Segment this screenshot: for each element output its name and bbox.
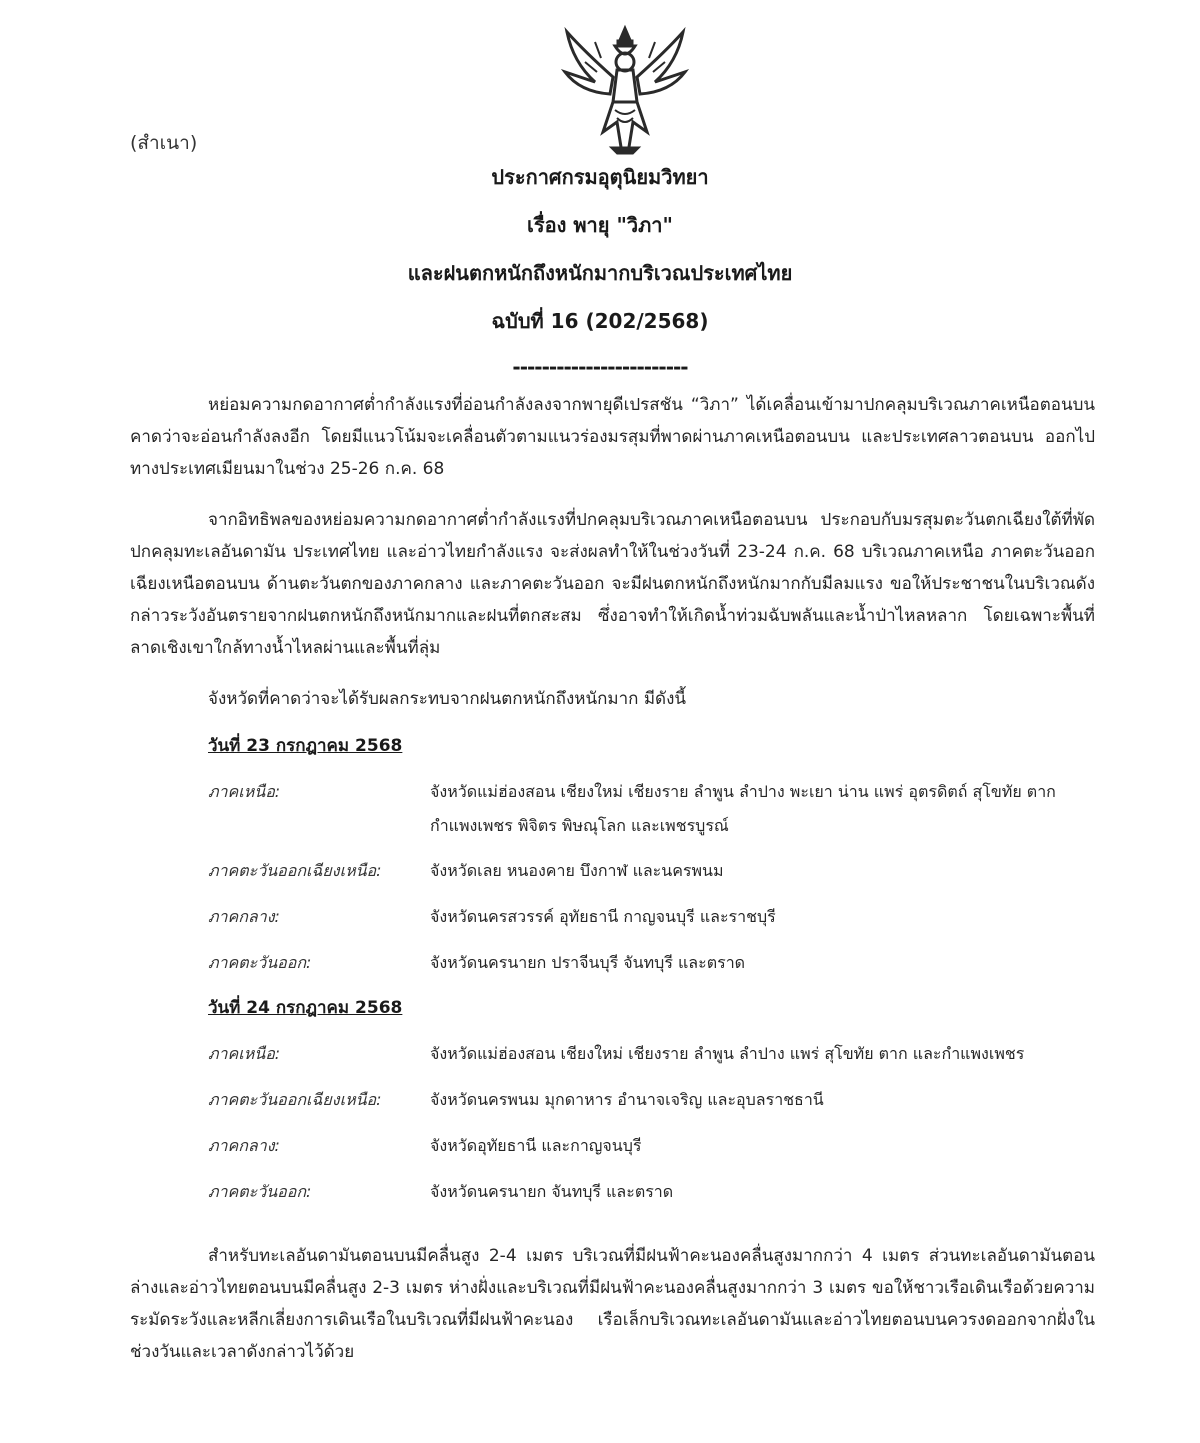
region-label: ภาคตะวันออกเฉียงเหนือ: (208, 861, 382, 880)
announcement-title: ประกาศกรมอุตุนิยมวิทยา (491, 165, 709, 189)
region-label: ภาคกลาง: (208, 907, 280, 926)
region-label: ภาคตะวันออก: (208, 1182, 312, 1201)
region-provinces: จังหวัดนครนายก จันทบุรี และตราด (430, 1182, 674, 1201)
title-divider: ------------------------ (512, 355, 688, 379)
day-heading-24: วันที่ 24 กรกฎาคม 2568 (208, 998, 403, 1018)
announcement-issue: ฉบับที่ 16 (202/2568) (491, 309, 709, 333)
region-provinces: จังหวัดเลย หนองคาย บึงกาฬ และนครพนม (430, 861, 724, 880)
region-provinces: จังหวัดแม่ฮ่องสอน เชียงใหม่ เชียงราย ลำพูน ลำปาง พะเยา น่าน แพร่ อุตรดิตถ์ สุโขทัย ตาก กำแพงเพชร พิจิตร พิษณุโลก และเพชรบูรณ์ (430, 782, 1056, 835)
region-label: ภาคตะวันออก: (208, 953, 312, 972)
region-label: ภาคเหนือ: (208, 1044, 281, 1063)
announcement-subject-line2: และฝนตกหนักถึงหนักมากบริเวณประเทศไทย (407, 261, 793, 285)
region-label: ภาคกลาง: (208, 1136, 280, 1155)
paragraph-marine-warning: สำหรับทะเลอันดามันตอนบนมีคลื่นสูง 2-4 เมตร บริเวณที่มีฝนฟ้าคะนองคลื่นสูงมากกว่า 4 เมตร ส่วนทะเลอันดามันตอนล่างและอ่าวไทยตอนบนมีคลื่นสูง 2-3 เมตร ห่างฝั่งและบริเวณที่มีฝนฟ้าคะนองคลื่นสูงมากกว่า 3 เมตร ขอให้ชาวเรือเดินเรือด้วยความระมัดระวังและหลีกเลี่ยงการเดินเรือในบริเวณที่มีฝนฟ้าคะนอง เรือเล็กบริเวณทะเลอันดามันและอ่าวไทยตอนบนควรงดออกจากฝั่งในช่วงวันและเวลาดังกล่าวไว้ด้วย (130, 1246, 1095, 1362)
affected-provinces-intro: จังหวัดที่คาดว่าจะได้รับผลกระทบจากฝนตกหนักถึงหนักมาก มีดังนี้ (208, 689, 687, 709)
title-block (0, 165, 1200, 377)
paragraph-impact: จากอิทธิพลของหย่อมความกดอากาศต่ำกำลังแรงที่ปกคลุมบริเวณภาคเหนือตอนบน ประกอบกับมรสุมตะวันตกเฉียงใต้ที่พัดปกคลุมทะเลอันดามัน ประเทศไทย และอ่าวไทยกำลังแรง จะส่งผลทำให้ในช่วงวันที่ 23-24 ก.ค. 68 บริเวณภาคเหนือ ภาคตะวันออกเฉียงเหนือตอนบน ด้านตะวันตกของภาคกลาง และภาคตะวันออก จะมีฝนตกหนักถึงหนักมากกับมีลมแรง ขอให้ประชาชนในบริเวณดังกล่าวระวังอันตรายจากฝนตกหนักถึงหนักมากและฝนที่ตกสะสม ซึ่งอาจทำให้เกิดน้ำท่วมฉับพลันและน้ำป่าไหลหลาก โดยเฉพาะพื้นที่ลาดเชิงเขาใกล้ทางน้ำไหลผ่านและพื้นที่ลุ่ม (130, 510, 1095, 658)
paragraph-storm-status: หย่อมความกดอากาศต่ำกำลังแรงที่อ่อนกำลังลงจากพายุดีเปรสชัน “วิภา” ได้เคลื่อนเข้ามาปกคลุมบริเวณภาคเหนือตอนบน คาดว่าจะอ่อนกำลังลงอีก โดยมีแนวโน้มจะเคลื่อนตัวตามแนวร่องมรสุมที่พาดผ่านภาคเหนือตอนบน และประเทศลาวตอนบน ออกไปทางประเทศเมียนมาในช่วง 25-26 ก.ค. 68 (130, 395, 1095, 479)
region-provinces: จังหวัดนครสวรรค์ อุทัยธานี กาญจนบุรี และราชบุรี (430, 907, 776, 926)
region-provinces: จังหวัดแม่ฮ่องสอน เชียงใหม่ เชียงราย ลำพูน ลำปาง แพร่ สุโขทัย ตาก และกำแพงเพชร (430, 1044, 1025, 1063)
region-label: ภาคเหนือ: (208, 782, 281, 801)
region-provinces: จังหวัดอุทัยธานี และกาญจนบุรี (430, 1136, 642, 1155)
announcement-subject: เรื่อง พายุ "วิภา" (527, 213, 673, 237)
region-provinces: จังหวัดนครนายก ปราจีนบุรี จันทบุรี และตราด (430, 953, 746, 972)
region-provinces: จังหวัดนครพนม มุกดาหาร อำนาจเจริญ และอุบลราชธานี (430, 1090, 824, 1109)
garuda-emblem-icon (555, 22, 695, 162)
copy-label: (สำเนา) (130, 132, 198, 154)
region-label: ภาคตะวันออกเฉียงเหนือ: (208, 1090, 382, 1109)
day-heading-23: วันที่ 23 กรกฎาคม 2568 (208, 736, 403, 756)
